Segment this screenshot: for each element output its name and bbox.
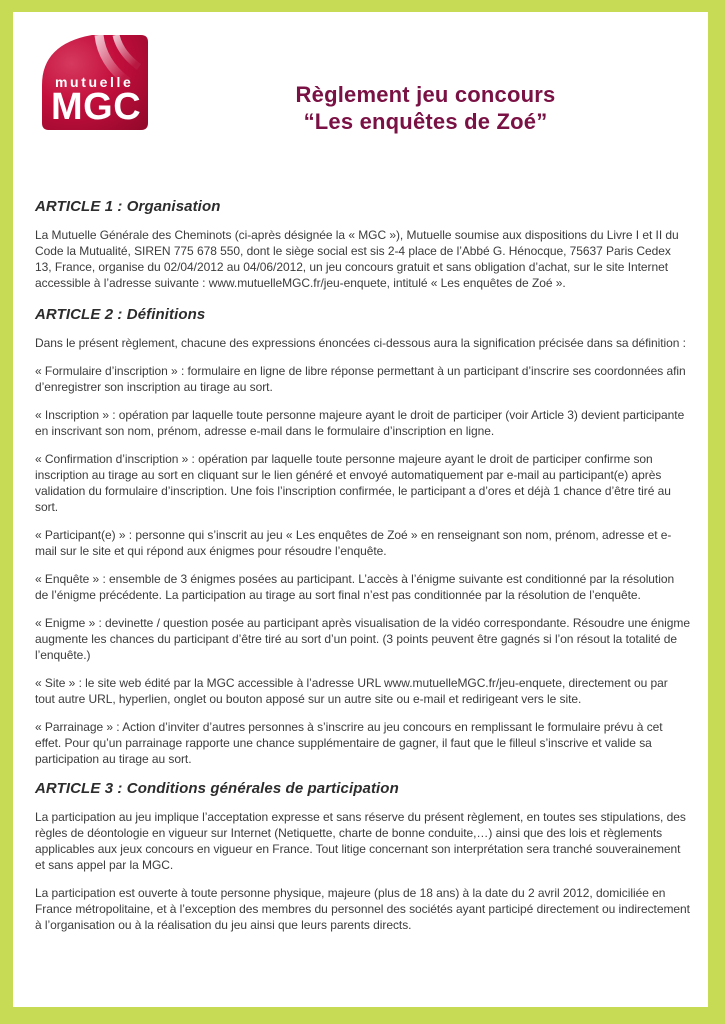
article-2-paragraph: « Parrainage » : Action d’inviter d’autres personnes à s’inscrire au jeu concours en remplissant le formulaire prévu à cet effet. Pour qu’un parrainage rapporte une chance supplémentaire de gagner, il faut que le filleul s’inscrive et valide sa participation au tirage au sort. — [35, 720, 663, 766]
article-3-paragraph: La participation au jeu implique l’acceptation expresse et sans réserve du présent règlement, en toutes ses stipulations, des règles de déontologie en vigueur sur Internet (Netiquette, charte de bonne conduite,…) ainsi que des lois et règlements applicables aux jeux concours en vigueur en France. Tout litige concernant son interprétation sera tranché souverainement et sans appel par la MGC. — [35, 810, 686, 872]
article-2-paragraph: Dans le présent règlement, chacune des expressions énoncées ci-dessous aura la signification précisée dans sa définition : — [35, 336, 686, 350]
article-3-heading: ARTICLE 3 : Conditions générales de participation — [35, 780, 399, 797]
article-2-paragraph: « Enquête » : ensemble de 3 énigmes posées au participant. L’accès à l’énigme suivante est conditionné par la résolution de l’énigme précédente. La participation au tirage au sort final n’est pas conditionnée par la résolution de l’enquête. — [35, 572, 675, 602]
article-2-paragraph: « Formulaire d’inscription » : formulaire en ligne de libre réponse permettant à un participant d’inscrire ses coordonnées afin d’enregistrer son inscription au tirage au sort. — [35, 364, 686, 394]
article-2-heading: ARTICLE 2 : Définitions — [35, 306, 206, 323]
logo-text-mgc: MGC — [51, 86, 142, 128]
article-2-paragraph: « Participant(e) » : personne qui s’inscrit au jeu « Les enquêtes de Zoé » en renseignant son nom, prénom, adresse et e-mail sur le site et qui répond aux énigmes pour résoudre l’enquête. — [35, 528, 672, 558]
article-2-paragraph: « Confirmation d’inscription » : opération par laquelle toute personne majeure ayant le droit de participer confirme son inscription au tirage au sort en cliquant sur le lien généré et envoyé automatiquement par e-mail au participant(e) après validation du formulaire d’inscription. Une fois l’inscription confirmée, le participant a d’ores et déjà 1 chance d’être tiré au sort. — [35, 452, 671, 514]
page-title-line-1: Règlement jeu concours — [295, 82, 556, 107]
document-sheet — [13, 12, 708, 1007]
article-1-paragraph: La Mutuelle Générale des Cheminots (ci-après désignée la « MGC »), Mutuelle soumise aux dispositions du Livre I et II du Code la Mutualité, SIREN 775 678 550, dont le siège social est sis 2-4 place de l’Abbé G. Hénocque, 75637 Paris Cedex 13, France, organise du 02/04/2012 au 04/06/2012, un jeu concours gratuit et sans obligation d’achat, sur le site Internet accessible à l’adresse suivante : www.mutuelleMGC.fr/jeu-enquete, intitulé « Les enquêtes de Zoé ». — [35, 228, 679, 290]
page-title-line-2: “Les enquêtes de Zoé” — [303, 109, 548, 134]
logo-text-mutuelle: mutuelle — [55, 74, 134, 90]
article-3-paragraph: La participation est ouverte à toute personne physique, majeure (plus de 18 ans) à la date du 2 avril 2012, domiciliée en France métropolitaine, et à l’exception des membres du personnel des sociétés ayant participé directement ou indirectement à l’organisation ou à la réalisation du jeu ainsi que leurs parents directs. — [35, 886, 690, 932]
document-body — [13, 12, 708, 945]
article-2-paragraph: « Enigme » : devinette / question posée au participant après visualisation de la vidéo correspondante. Résoudre une énigme augmente les chances du participant d’être tiré au sort d’un point. (3 points peuvent être gagnés si l’on résout la totalité de l’enquête.) — [35, 616, 690, 662]
article-2-paragraph: « Inscription » : opération par laquelle toute personne majeure ayant le droit de participer (voir Article 3) devient participante en inscrivant son nom, prénom, adresse e-mail dans le formulaire d’inscription en ligne. — [35, 408, 685, 438]
article-2-paragraph: « Site » : le site web édité par la MGC accessible à l’adresse URL www.mutuelleMGC.fr/jeu-enquete, directement ou par tout autre URL, hyperlien, onglet ou bouton apposé sur un autre site ou e-mail et redirigeant vers le site. — [35, 676, 668, 706]
article-1-heading: ARTICLE 1 : Organisation — [35, 198, 221, 215]
